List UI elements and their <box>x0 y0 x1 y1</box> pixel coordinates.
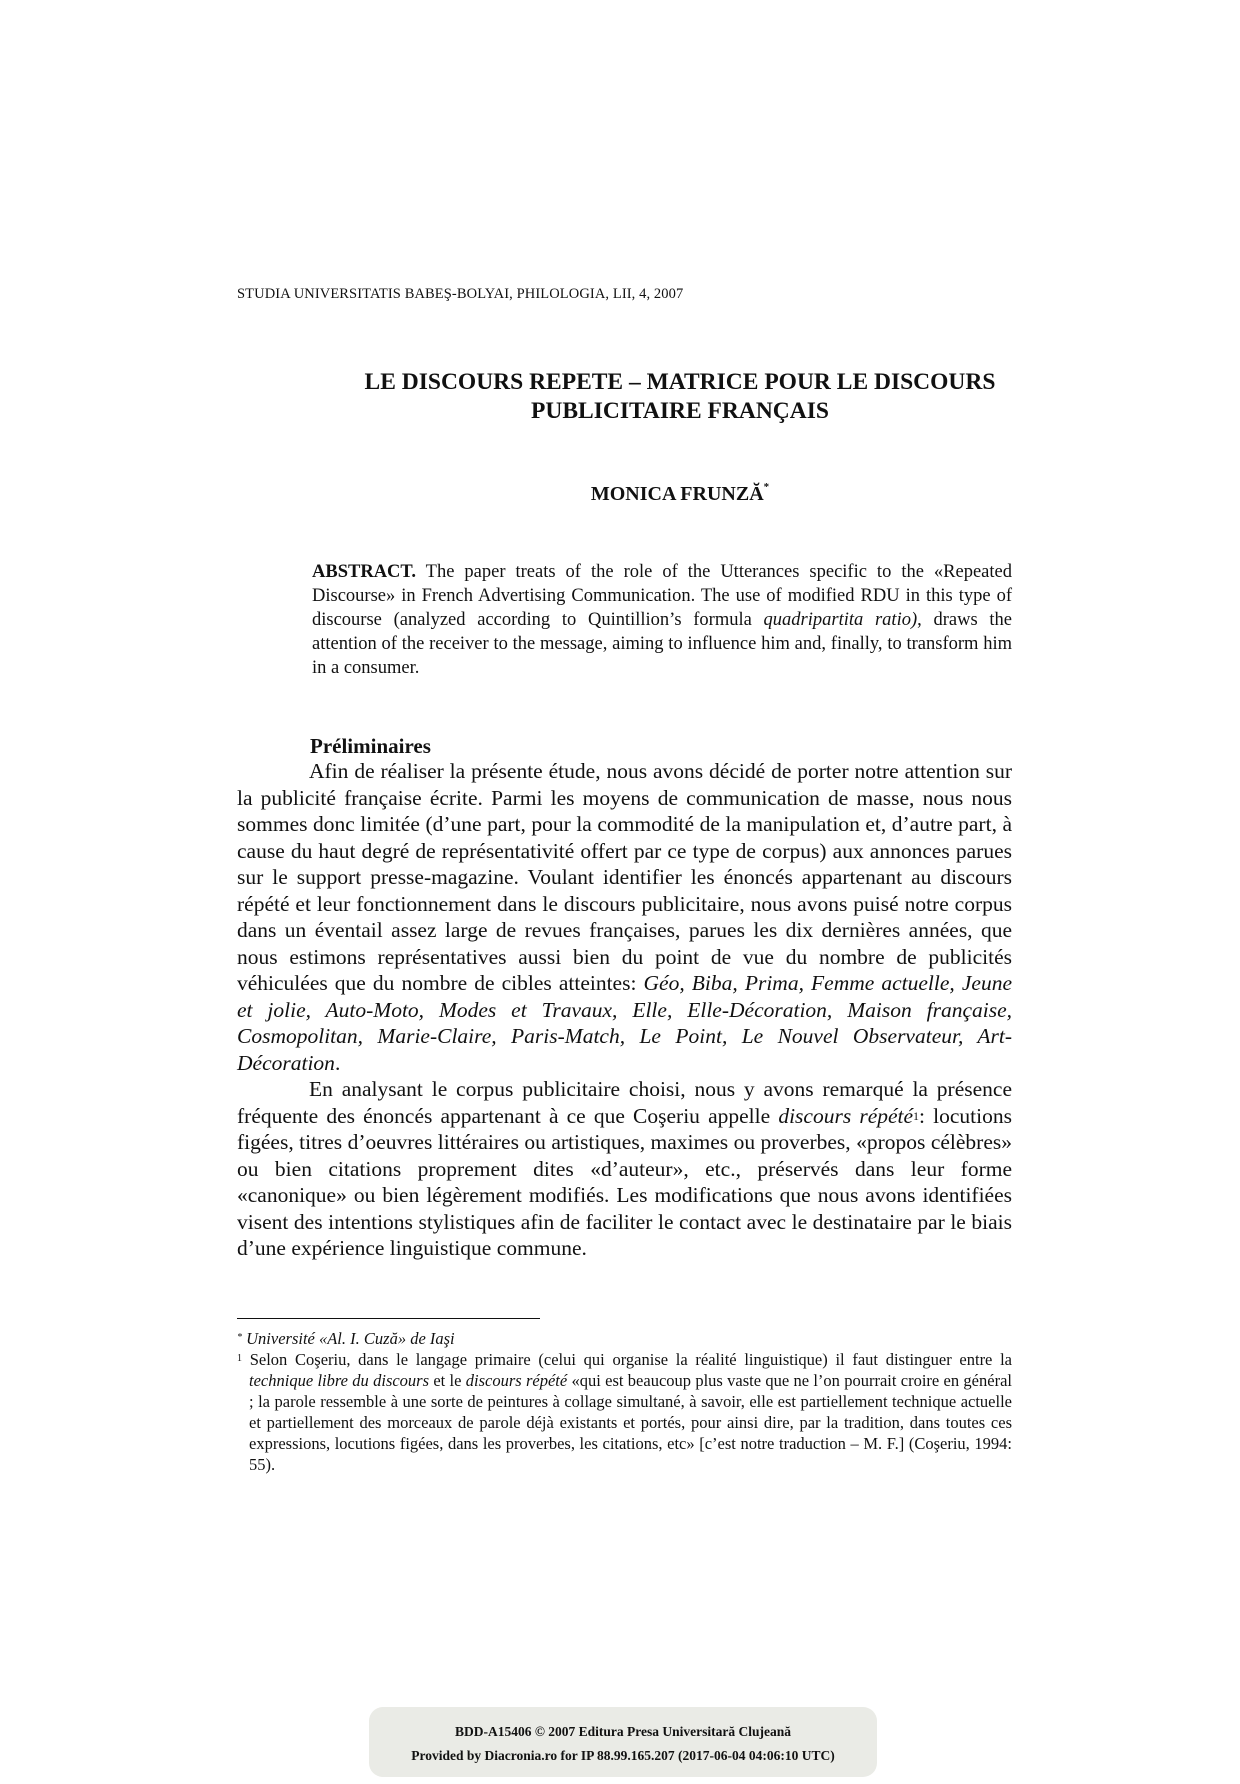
body-text <box>237 758 1012 1262</box>
fn1-text-a: Selon Coşeriu, dans le langage primaire (celui qui organise la réalité linguistique) il faut distinguer entre la <box>249 1350 1013 1369</box>
provenance-stamp <box>369 1707 877 1777</box>
para2-text-a: En analysant le corpus publicitaire choisi, nous y avons remarqué la présence fréquente des énoncés appartenant à ce que Coşeriu appelle <box>237 1077 1012 1128</box>
fn1-text-b: et le <box>429 1371 466 1390</box>
fn1-text-c: «qui est beaucoup plus vaste que ne l’on pourrait croire en général ; la parole ressemble à une sorte de peintures à collage simultané, à savoir, elle est partiellement technique actuelle et partiellement des morceaux de parole déjà existants et portés, pour ainsi dire, par la tradition, dans toutes ces expressions, locutions figées, dans les proverbes, les citations, etc» [c’est notre traduction – M. F.] (Coşeriu, 1994: 55). <box>249 1371 1012 1474</box>
title-line-2: PUBLICITAIRE FRANÇAIS <box>531 398 829 424</box>
footnotes <box>237 1328 1012 1475</box>
stamp-line-1: BDD-A15406 © 2007 Editura Presa Universitară Clujeană <box>454 1724 792 1739</box>
paragraph-1 <box>237 758 1012 1076</box>
stamp-line-2: Provided by Diacronia.ro for IP 88.99.165.207 (2017-06-04 04:06:10 UTC) <box>411 1748 835 1763</box>
para1-text: Afin de réaliser la présente étude, nous avons décidé de porter notre attention sur la publicité française écrite. Parmi les moyens de communication de masse, nous nous sommes donc limitée (d’une part, pour la commodité de la manipulation et, d’autre part, à cause du haut degré de représentativité offert par ce type de corpus) aux annonces parues sur le support presse-magazine. Voulant identifier les énoncés appartenant au discours répété et leur fonctionnement dans le discours publicitaire, nous avons puisé notre corpus dans un éventail assez large de revues françaises, parues les dix dernières années, que nous estimons représentatives aussi bien du point de vue du nombre de publicités véhiculées que du nombre de cibles atteintes: <box>237 759 1012 995</box>
para1-end: . <box>334 1050 341 1075</box>
para2-text-b: : locutions figées, titres d’oeuvres littéraires ou artistiques, maximes ou proverbes, «propos célèbres» ou bien citations proprement dites «d’auteur», etc., préservés dans leur forme «canonique» ou bien légèrement modifiés. Les modifications que nous avons identifiées visent des intentions stylistiques afin de faciliter le contact avec le destinataire par le biais d’une expérience linguistique commune. <box>237 1103 1012 1260</box>
abstract-italic: quadripartita ratio) <box>763 610 918 630</box>
fn1-italic-2: discours répété <box>465 1371 568 1390</box>
footnote-1 <box>237 1349 1012 1475</box>
paragraph-2 <box>237 1076 1012 1262</box>
abstract-block <box>312 560 1012 680</box>
author-name <box>230 483 1130 506</box>
author-footnote-mark: * <box>763 481 770 494</box>
fn1-italic-1: technique libre du discours <box>249 1371 430 1390</box>
footnote-affiliation-text: Université «Al. I. Cuză» de Iaşi <box>246 1329 455 1348</box>
abstract-text-b: , draws the attention of the receiver to the message, aiming to influence him and, finally, to transform him in a consumer. <box>312 610 1012 678</box>
para1-magazine-list: Géo, Biba, Prima, Femme actuelle, Jeune et jolie, Auto-Moto, Modes et Travaux, Elle, Elle-Décoration, Maison française, Cosmopolitan, Marie-Claire, Paris-Match, Le Point, Le Nouvel Observateur, Art-Décoration <box>237 971 1012 1075</box>
footnote-affiliation <box>237 1328 1012 1349</box>
footnote-star-mark: * <box>237 1332 242 1343</box>
para2-italic: discours répété <box>778 1103 914 1128</box>
footnote-divider <box>237 1318 540 1319</box>
footnote-1-mark: 1 <box>237 1353 242 1364</box>
article-title <box>230 368 1130 426</box>
journal-header: STUDIA UNIVERSITATIS BABEŞ-BOLYAI, PHILOLOGIA, LII, 4, 2007 <box>237 286 684 302</box>
abstract-label: ABSTRACT. <box>312 562 416 582</box>
author-text: MONICA FRUNZĂ <box>590 483 764 505</box>
footnote-ref-1: 1 <box>913 1108 920 1123</box>
title-line-1: LE DISCOURS REPETE – MATRICE POUR LE DISCOURS <box>364 369 996 395</box>
section-heading: Préliminaires <box>310 734 431 758</box>
abstract-text-a: The paper treats of the role of the Utterances specific to the «Repeated Discourse» in French Advertising Communication. The use of modified RDU in this type of discourse (analyzed according to Quintillion’s formula <box>312 562 1012 630</box>
